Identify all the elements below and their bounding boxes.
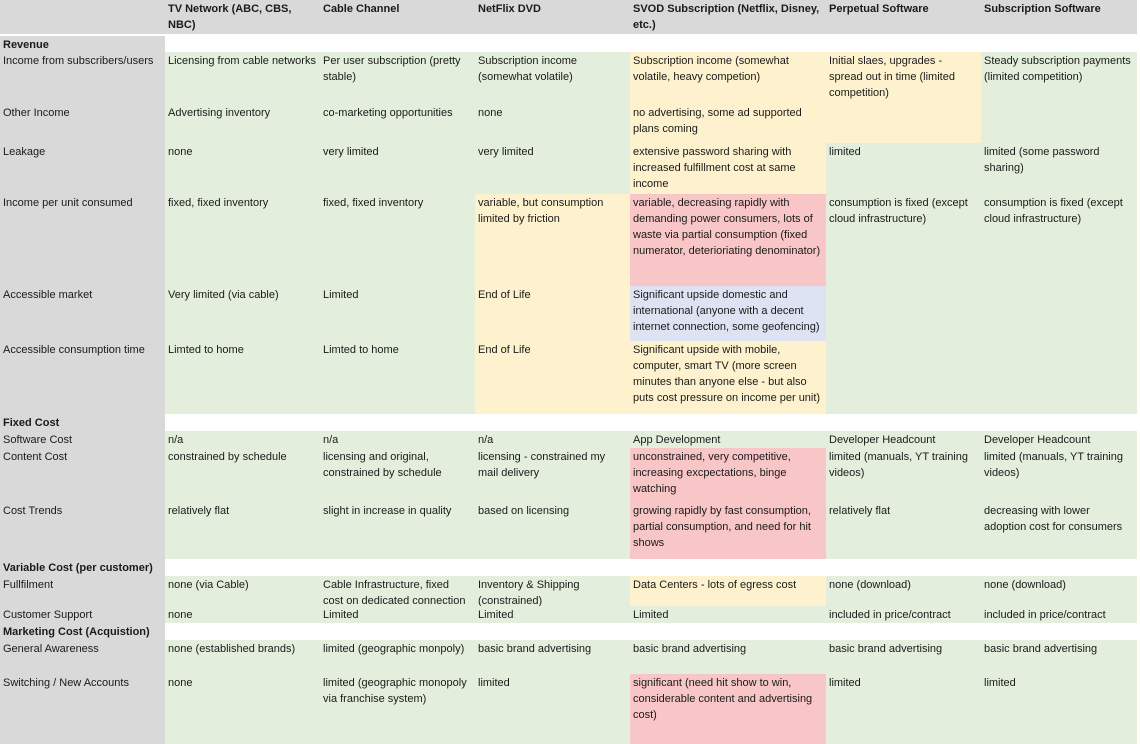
row-label-cell[interactable]: Accessible market [0,286,165,341]
table-cell[interactable] [981,286,1137,341]
section-spacer-cell[interactable] [165,36,320,52]
section-spacer-cell[interactable] [981,414,1137,431]
row-label-cell[interactable]: Fullfilment [0,576,165,606]
table-cell[interactable]: limited [826,143,981,194]
row-label-cell[interactable]: Income from subscribers/users [0,52,165,104]
table-cell[interactable]: no advertising, some ad supported plans coming [630,104,826,143]
section-spacer-cell[interactable] [981,36,1137,52]
section-spacer-cell[interactable] [981,623,1137,640]
table-cell[interactable] [981,104,1137,143]
table-cell[interactable]: Cable Infrastructure, fixed cost on dedicated connection [320,576,475,606]
table-cell[interactable]: Advertising inventory [165,104,320,143]
table-cell[interactable]: Limited [475,606,630,623]
section-spacer-cell[interactable] [320,414,475,431]
section-spacer-cell[interactable] [475,414,630,431]
row-label-cell[interactable]: Content Cost [0,448,165,502]
table-cell[interactable]: basic brand advertising [981,640,1137,674]
section-header-cell[interactable]: Marketing Cost (Acquistion) [0,623,165,640]
table-cell[interactable]: Licensing from cable networks [165,52,320,104]
table-cell[interactable]: limited (manuals, YT training videos) [981,448,1137,502]
table-cell[interactable] [826,341,981,414]
table-cell[interactable]: fixed, fixed inventory [320,194,475,286]
table-cell[interactable]: slight in increase in quality [320,502,475,559]
table-cell[interactable]: growing rapidly by fast consumption, partial consumption, and need for hit shows [630,502,826,559]
table-cell[interactable]: Per user subscription (pretty stable) [320,52,475,104]
table-cell[interactable]: co-marketing opportunities [320,104,475,143]
table-cell[interactable]: limited (geographic monopoly via franchise system) [320,674,475,744]
table-cell[interactable]: n/a [320,431,475,448]
row-label-cell[interactable]: Accessible consumption time [0,341,165,414]
table-cell[interactable]: Limted to home [165,341,320,414]
table-cell[interactable]: limited [826,674,981,744]
table-cell[interactable]: limited (geographic monpoly) [320,640,475,674]
table-cell[interactable]: none [165,674,320,744]
column-header-cell[interactable]: SVOD Subscription (Netflix, Disney, etc.) [630,0,826,34]
table-cell[interactable]: none (established brands) [165,640,320,674]
table-cell[interactable]: Developer Headcount [981,431,1137,448]
table-cell[interactable]: none [475,104,630,143]
table-cell[interactable]: limited [475,674,630,744]
section-spacer-cell[interactable] [981,559,1137,576]
table-cell[interactable]: based on licensing [475,502,630,559]
table-cell[interactable]: limited (manuals, YT training videos) [826,448,981,502]
table-cell[interactable]: consumption is fixed (except cloud infrastructure) [981,194,1137,286]
section-spacer-cell[interactable] [475,623,630,640]
table-cell[interactable]: none (download) [826,576,981,606]
table-cell[interactable]: consumption is fixed (except cloud infrastructure) [826,194,981,286]
section-spacer-cell[interactable] [320,36,475,52]
table-cell[interactable]: variable, decreasing rapidly with demanding power consumers, lots of waste via partial consumption (fixed numerator, deterioriating denominator) [630,194,826,286]
table-cell[interactable]: Very limited (via cable) [165,286,320,341]
section-header-cell[interactable]: Revenue [0,36,165,52]
table-cell[interactable]: Limited [630,606,826,623]
table-cell[interactable]: App Development [630,431,826,448]
table-cell[interactable]: relatively flat [826,502,981,559]
table-cell[interactable]: limited [981,674,1137,744]
section-header-cell[interactable]: Variable Cost (per customer) [0,559,165,576]
table-cell[interactable]: variable, but consumption limited by friction [475,194,630,286]
table-cell[interactable]: Subscription income (somewhat volatile) [475,52,630,104]
table-cell[interactable]: constrained by schedule [165,448,320,502]
table-cell[interactable]: Limited [320,606,475,623]
row-label-cell[interactable]: Switching / New Accounts [0,674,165,744]
table-cell[interactable]: Developer Headcount [826,431,981,448]
row-label-cell[interactable]: Customer Support [0,606,165,623]
table-cell[interactable]: Data Centers - lots of egress cost [630,576,826,606]
table-cell[interactable]: End of Life [475,286,630,341]
table-cell[interactable]: basic brand advertising [630,640,826,674]
table-cell[interactable]: Initial slaes, upgrades - spread out in time (limited competition) [826,52,981,104]
column-header-cell[interactable]: Perpetual Software [826,0,981,34]
table-cell[interactable]: n/a [165,431,320,448]
table-cell[interactable]: Inventory & Shipping (constrained) [475,576,630,606]
row-label-cell[interactable]: Leakage [0,143,165,194]
table-cell[interactable]: Significant upside with mobile, computer, smart TV (more screen minutes than anyone else - but also puts cost pressure on income per unit) [630,341,826,414]
column-header-cell[interactable]: Cable Channel [320,0,475,34]
section-spacer-cell[interactable] [826,36,981,52]
table-cell[interactable]: very limited [475,143,630,194]
table-cell[interactable]: none (download) [981,576,1137,606]
section-spacer-cell[interactable] [630,623,826,640]
table-cell[interactable]: basic brand advertising [826,640,981,674]
section-spacer-cell[interactable] [165,559,320,576]
table-cell[interactable]: unconstrained, very competitive, increasing excpectations, binge watching [630,448,826,502]
row-label-cell[interactable]: Income per unit consumed [0,194,165,286]
section-spacer-cell[interactable] [630,559,826,576]
table-cell[interactable]: relatively flat [165,502,320,559]
table-cell[interactable]: fixed, fixed inventory [165,194,320,286]
row-label-cell[interactable]: General Awareness [0,640,165,674]
row-label-cell[interactable]: Cost Trends [0,502,165,559]
table-cell[interactable]: included in price/contract [826,606,981,623]
section-header-cell[interactable]: Fixed Cost [0,414,165,431]
table-cell[interactable]: Significant upside domestic and international (anyone with a decent internet connection, some geofencing) [630,286,826,341]
section-spacer-cell[interactable] [320,623,475,640]
table-cell[interactable]: Limited [320,286,475,341]
table-cell[interactable]: n/a [475,431,630,448]
row-label-cell[interactable]: Software Cost [0,431,165,448]
table-cell[interactable]: Limted to home [320,341,475,414]
table-cell[interactable]: limited (some password sharing) [981,143,1137,194]
table-cell[interactable]: included in price/contract [981,606,1137,623]
table-cell[interactable]: Steady subscription payments (limited competition) [981,52,1137,104]
row-label-cell[interactable]: Other Income [0,104,165,143]
table-cell[interactable]: basic brand advertising [475,640,630,674]
header-corner-cell[interactable] [0,0,165,34]
table-cell[interactable]: none (via Cable) [165,576,320,606]
section-spacer-cell[interactable] [826,559,981,576]
section-spacer-cell[interactable] [630,414,826,431]
section-spacer-cell[interactable] [475,559,630,576]
table-cell[interactable]: decreasing with lower adoption cost for consumers [981,502,1137,559]
table-cell[interactable]: significant (need hit show to win, considerable content and advertising cost) [630,674,826,744]
section-spacer-cell[interactable] [826,623,981,640]
column-header-cell[interactable]: TV Network (ABC, CBS, NBC) [165,0,320,34]
table-cell[interactable]: extensive password sharing with increased fulfillment cost at same income [630,143,826,194]
table-cell[interactable]: licensing - constrained my mail delivery [475,448,630,502]
section-spacer-cell[interactable] [826,414,981,431]
table-cell[interactable]: none [165,143,320,194]
section-spacer-cell[interactable] [320,559,475,576]
table-cell[interactable] [981,341,1137,414]
section-spacer-cell[interactable] [630,36,826,52]
column-header-cell[interactable]: NetFlix DVD [475,0,630,34]
table-cell[interactable]: licensing and original, constrained by schedule [320,448,475,502]
column-header-cell[interactable]: Subscription Software [981,0,1137,34]
section-spacer-cell[interactable] [475,36,630,52]
table-cell[interactable]: Subscription income (somewhat volatile, heavy competion) [630,52,826,104]
table-cell[interactable] [826,286,981,341]
table-cell[interactable]: none [165,606,320,623]
section-spacer-cell[interactable] [165,623,320,640]
table-cell[interactable]: End of Life [475,341,630,414]
section-spacer-cell[interactable] [165,414,320,431]
table-cell[interactable] [826,104,981,143]
table-cell[interactable]: very limited [320,143,475,194]
